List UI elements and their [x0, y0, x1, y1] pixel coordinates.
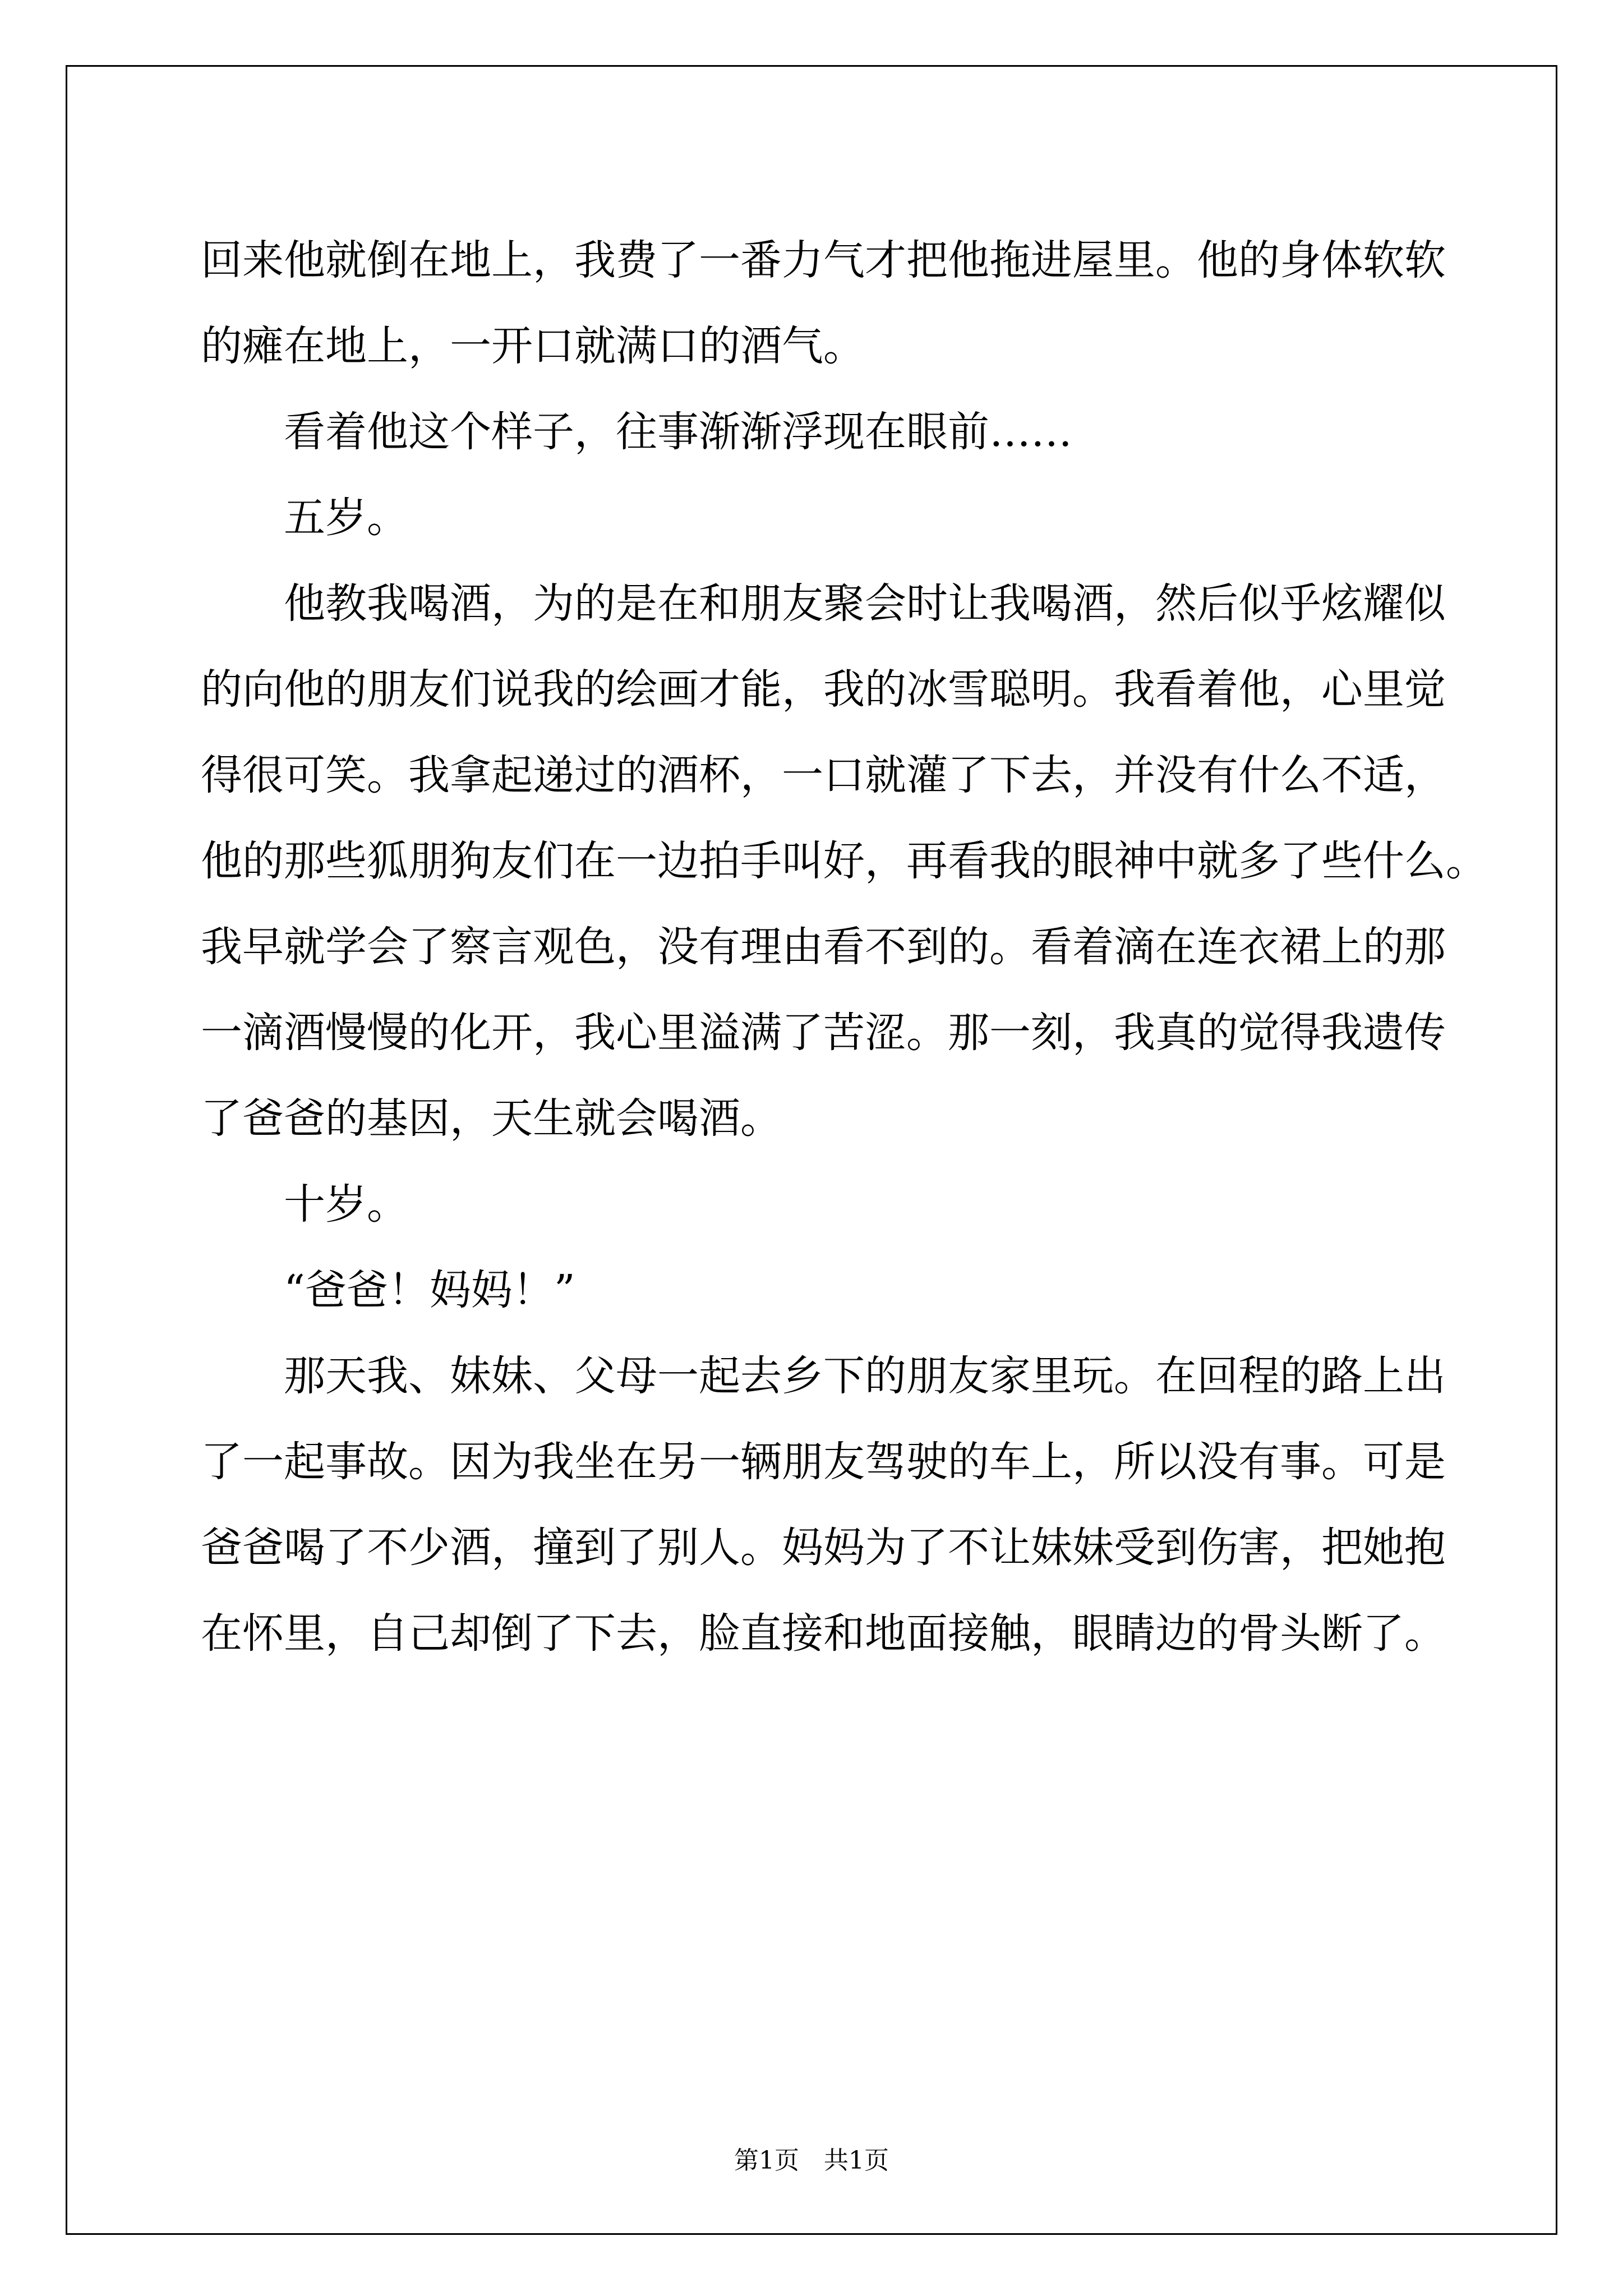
paragraph-6-line-2: 爸爸喝了不少酒，撞到了别人。妈妈为了不让妹妹受到伤害，把她抱 [201, 1524, 1446, 1572]
paragraph-3-line-0: 他教我喝酒，为的是在和朋友聚会时让我喝酒，然后似乎炫耀似 [284, 579, 1446, 628]
paragraph-0-line-1: 的瘫在地上，一开口就满口的酒气。 [201, 322, 865, 370]
paragraph-6-line-3: 在怀里，自己却倒了下去，脸直接和地面接触，眼睛边的骨头断了。 [201, 1609, 1446, 1658]
document-body [201, 218, 1487, 1677]
paragraph-3-line-3: 他的那些狐朋狗友们在一边拍手叫好，再看我的眼神中就多了些什么。 [201, 837, 1487, 885]
page-footer: 第1页 共1页 [734, 2146, 889, 2175]
paragraph-6-line-0: 那天我、妹妹、父母一起去乡下的朋友家里玩。在回程的路上出 [284, 1352, 1446, 1400]
paragraph-3-line-6: 了爸爸的基因，天生就会喝酒。 [201, 1094, 782, 1143]
paragraph-3-line-2: 得很可笑。我拿起递过的酒杯，一口就灌了下去，并没有什么不适， [201, 751, 1446, 799]
paragraph-3-line-4: 我早就学会了察言观色，没有理由看不到的。看着滴在连衣裙上的那 [201, 923, 1446, 971]
paragraph-0-line-0: 回来他就倒在地上，我费了一番力气才把他拖进屋里。他的身体软软 [201, 236, 1446, 284]
paragraph-2-line-0: 五岁。 [284, 494, 408, 542]
paragraph-3-line-1: 的向他的朋友们说我的绘画才能，我的冰雪聪明。我看着他，心里觉 [201, 665, 1446, 714]
paragraph-1-line-0: 看着他这个样子，往事渐渐浮现在眼前…… [284, 408, 1072, 456]
paragraph-5-line-0: “爸爸！妈妈！” [284, 1266, 575, 1314]
paragraph-6-line-1: 了一起事故。因为我坐在另一辆朋友驾驶的车上，所以没有事。可是 [201, 1438, 1446, 1486]
paragraph-3-line-5: 一滴酒慢慢的化开，我心里溢满了苦涩。那一刻，我真的觉得我遗传 [201, 1009, 1446, 1057]
paragraph-4-line-0: 十岁。 [284, 1180, 408, 1228]
